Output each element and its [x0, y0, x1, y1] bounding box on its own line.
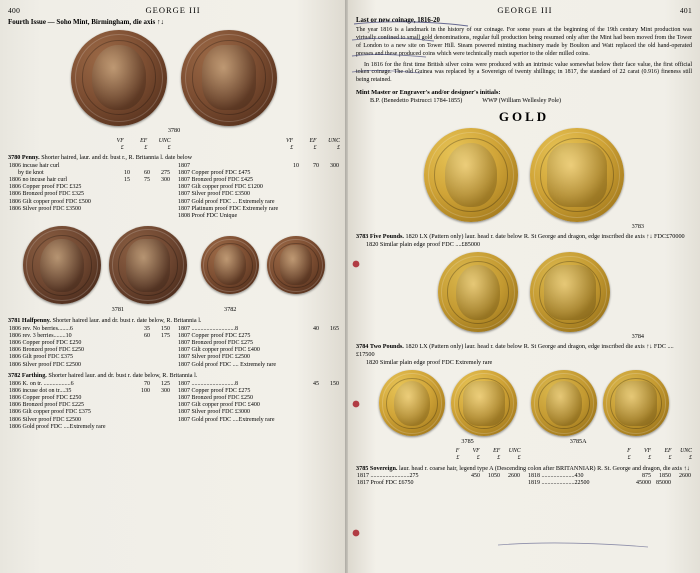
entry-title-3782: Farthing. [21, 371, 47, 379]
price-row: 1806 Silver proof FDC £2500 [9, 361, 81, 368]
price-col-left-3780 [8, 163, 171, 221]
catalog-entry-3781 [8, 317, 340, 369]
price-row: 1807 Gilt copper proof FDC £400 [178, 347, 260, 354]
initials-item-bp: B.P. (Benedetto Pistrucci 1784-1855) [370, 97, 463, 105]
entry-sub-3784: 1820 Similar plain edge proof FDC Extremely rare [366, 358, 493, 366]
price-col-right-3785 [527, 473, 692, 487]
price-row: 1806 Copper proof FDC £250 [9, 340, 82, 347]
plate-3780 [8, 30, 340, 126]
price-row: 1807 Copper proof FDC £475 [178, 169, 251, 176]
plate-3784 [356, 252, 692, 332]
plate-caption-3784: 3784 [631, 333, 644, 341]
price-col-left-3782 [8, 381, 171, 431]
price-row: 1817 Proof FDC £6750 [357, 480, 414, 487]
coin-five-pounds-reverse [530, 128, 624, 222]
catalog-entry-3784 [356, 343, 692, 366]
right-running-head: GEORGE III [497, 5, 553, 15]
coin-sovereign-reverse [451, 370, 517, 436]
price-row: 1807 .............................8 40 165 [178, 325, 339, 332]
price-row: 1806 Gilt proof FDC £375 [9, 354, 74, 361]
catalog-entry-3785 [356, 465, 692, 488]
price-col-right-3781 [177, 326, 340, 369]
price-row: 1819 ......................22500 45000 85000 [528, 480, 671, 487]
price-row: by tie knot 10 60 275 [18, 169, 170, 176]
catalog-entry-3783 [356, 233, 692, 249]
currency-header-row-2: £ £ £ £ £ £ £ £ [456, 455, 692, 462]
plate-3785 [356, 370, 692, 436]
coin-penny-reverse [181, 30, 277, 126]
price-row: 1807 Bronzed proof FDC £275 [178, 340, 253, 347]
price-row: 1807 Silver proof FDC £2500 [178, 354, 250, 361]
plate-caption-3781: 3781 [111, 306, 124, 314]
coin-two-pounds-obverse [438, 252, 518, 332]
entry-number-3782: 3782 [8, 371, 21, 379]
price-row: 1807 Gilt copper proof FDC £1200 [178, 184, 263, 191]
price-row: 1806 rev. No berries........6 35 150 [9, 325, 170, 332]
plate-captions-3781-3782 [8, 305, 340, 314]
plate-caption-3782: 3782 [224, 306, 237, 314]
entry-desc-3782: Shorter haired laur. and dr. bust r. date below, R. Britannia l. [48, 371, 198, 379]
coin-reverse-detail [181, 30, 277, 126]
price-row: 1806 incuse hair curl [9, 162, 60, 169]
entry-desc-3785: laur. head r. coarse hair, legend type A (Descending colon after BRITANNIAR) R. St. George and dragon, die axis ↑↓ [399, 464, 690, 472]
right-folio: 401 [679, 5, 692, 15]
new-coinage-heading: Last or new coinage, 1816-20 [356, 17, 440, 24]
plate-captions-3785 [356, 437, 692, 446]
coin-penny-obverse [71, 30, 167, 126]
price-row: 1806 rev. 3 berries........10 60 175 [9, 332, 170, 339]
currency-header-row-1: £ £ £ £ £ £ [120, 144, 340, 151]
price-row: 1806 no incuse hair curl 15 75 300 [9, 177, 170, 184]
entry-number-3785: 3785 [356, 464, 369, 472]
price-col-left-3781 [8, 326, 171, 369]
price-row: 1807 Gold proof FDC .... Extremely rare [178, 361, 276, 368]
plate-caption-3785: 3785 [461, 438, 474, 446]
coin-farthing-reverse [267, 236, 325, 294]
left-page-header [0, 0, 348, 17]
left-section-title: Fourth Issue — Soho Mint, Birmingham, die axis ↑↓ [8, 18, 164, 26]
left-running-head: GEORGE III [145, 5, 201, 15]
price-row: 1806 Bronzed proof FDC £225 [9, 402, 84, 409]
price-row: 1807 10 70 300 [178, 162, 339, 169]
coin-sovereign-obverse [379, 370, 445, 436]
right-page-body [348, 17, 700, 488]
price-row: 1807 Silver proof FDC £3500 [178, 191, 250, 198]
price-row: 1806 Gilt copper proof FDC £500 [9, 198, 91, 205]
entry-number-3784: 3784 [356, 343, 369, 351]
price-row: 1806 Copper proof FDC £250 [9, 394, 82, 401]
initials-item-wwp: WWP (William Wellesley Pole) [482, 97, 562, 105]
entry-sub-3783: 1820 Similar plain edge proof FDC ....£85000 [366, 240, 481, 248]
catalog-entry-3780 [8, 154, 340, 220]
plate-caption-3783: 3783 [631, 223, 644, 231]
intro-paragraph-1: The year 1816 is a landmark in the history of our coinage. For some years at the beginning of the 19th century Mint production was virtually confined to small gold denominations, regular full production being resumed only after the Mint had been moved from the Tower of London to a new site on Tower Hill. Steam powered minting machinery made by Boulton and Watt replaced the old hand-operated presses and these produced coins which were technically much superior to the older milled coins. [356, 27, 692, 57]
price-row: 1808 Proof FDC Unique [178, 213, 238, 220]
coin-obverse-detail [71, 30, 167, 126]
entry-number-3781: 3781 [8, 316, 21, 324]
price-row: 1807 .............................8 45 150 [178, 380, 339, 387]
coin-sovereign-a-obverse [531, 370, 597, 436]
coin-farthing-obverse [201, 236, 259, 294]
entry-number-3780: 3780 [8, 153, 21, 161]
price-row: 1806 Silver proof FDC £2500 [9, 416, 81, 423]
price-row: 1807 Gold proof FDC ... Extremely rare [178, 198, 275, 205]
entry-title-3785: Sovereign. [369, 464, 398, 472]
price-row: 1807 Silver proof FDC £3000 [178, 409, 250, 416]
entry-desc-3783: 1820 LX (Pattern only) laur. head r. date below R. St George and dragon, edge inscribed die axis ↑↓ FDC£70000 [405, 232, 685, 240]
entry-title-3783: Five Pounds. [369, 232, 404, 240]
price-row: 1807 Copper proof FDC £275 [178, 332, 251, 339]
price-row: 1806 Gold proof FDC ....Extremely rare [9, 423, 106, 430]
price-row: 1806 Bronzed proof FDC £325 [9, 191, 84, 198]
entry-desc-3784: 1820 LX (Pattern only) laur. head r. date below R. St George and dragon, edge inscribed die axis ↑↓ FDC .... £17500 [356, 343, 674, 358]
entry-number-3783: 3783 [356, 232, 369, 240]
right-page [348, 0, 700, 573]
price-col-left-3785 [356, 473, 521, 487]
price-row: 1806 Silver proof FDC £3500 [9, 205, 81, 212]
price-row: 1807 Bronzed proof FDC £250 [178, 394, 253, 401]
coin-sovereign-a-reverse [603, 370, 669, 436]
grade-header-row-2: F VF EF UNC F VF EF UNC [455, 448, 692, 455]
gold-section-title: GOLD [498, 108, 550, 124]
entry-title-3780: Penny. [21, 153, 40, 161]
entry-desc-3780: Shorter haired, laur. and dr. bust r., R. Britannia l. date below [41, 153, 193, 161]
coin-five-pounds-obverse [424, 128, 518, 222]
plate-caption-3785a: 3785A [569, 438, 587, 446]
price-row: 1807 Bronzed proof FDC £425 [178, 177, 253, 184]
price-row: 1807 Copper proof FDC £275 [178, 387, 251, 394]
entry-title-3784: Two Pounds. [369, 343, 404, 351]
price-row: 1806 Bronzed proof FDC £250 [9, 347, 84, 354]
price-row: 1817 ..........................275 450 1050 2600 [357, 473, 520, 480]
initials-heading: Mint Master or Engraver's and/or designer's initials: [356, 89, 501, 97]
left-folio: 400 [8, 5, 21, 15]
plate-3783 [356, 128, 692, 222]
entry-desc-3781: Shorter haired laur. and dr. bust r. date below, R. Britannia l. [52, 316, 202, 324]
price-row: 1807 Gold proof FDC ....Extremely rare [178, 416, 275, 423]
price-row: 1807 Platinum proof FDC Extremely rare [178, 205, 279, 212]
price-row: 1807 Gilt copper proof FDC £400 [178, 402, 260, 409]
price-row: 1806 Copper proof FDC £325 [9, 184, 82, 191]
plate-3781-3782 [8, 226, 340, 304]
coin-halfpenny-reverse [109, 226, 187, 304]
entry-title-3781: Halfpenny. [21, 316, 51, 324]
price-col-right-3782 [177, 381, 340, 431]
grade-header-row-1: VF EF UNC VF EF UNC [116, 137, 340, 144]
initials-list [356, 97, 692, 105]
left-page-body [0, 18, 348, 431]
price-row: 1818 ......................430 875 1850 2600 [528, 473, 691, 480]
right-page-header [348, 0, 700, 17]
price-row: 1806 incuse dot on tr....35 100 300 [9, 387, 170, 394]
price-col-right-3780 [177, 163, 340, 221]
price-row: 1806 Gilt copper proof FDC £375 [9, 409, 91, 416]
plate-caption-3780: 3780 [167, 126, 181, 134]
catalog-entry-3782 [8, 372, 340, 431]
price-row: 1806 K. on tr. ..................6 70 125 [9, 380, 170, 387]
intro-paragraph-2: In 1816 for the first time British silver coins were produced with an intrinsic value somewhat below their face value, the first official token coinage. The old Guinea was replaced by a Sovereign of twenty shillings; in 1817, the standard of 22 carat (0.916) fineness still being retained. [356, 61, 692, 84]
coin-halfpenny-obverse [23, 226, 101, 304]
coin-two-pounds-reverse [530, 252, 610, 332]
left-page [0, 0, 348, 573]
